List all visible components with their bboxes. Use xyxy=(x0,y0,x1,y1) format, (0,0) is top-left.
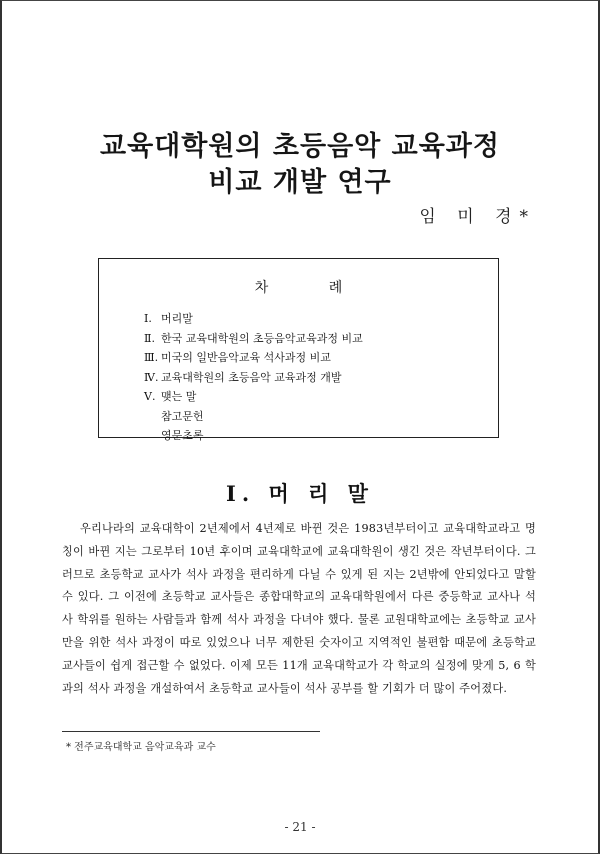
section-heading: Ⅰ. 머 리 말 xyxy=(226,481,374,506)
toc-item-number: Ⅰ. xyxy=(144,312,152,325)
toc-item xyxy=(144,329,363,349)
toc-item-label: 맺는 말 xyxy=(161,390,197,403)
paper-title-line-1: 교육대학원의 초등음악 교육과정 xyxy=(100,131,500,162)
toc-item xyxy=(144,426,363,446)
table-of-contents xyxy=(98,258,499,442)
toc-item-number: Ⅳ. xyxy=(144,370,159,384)
toc-item-label: 한국 교육대학원의 초등음악교육과정 비교 xyxy=(161,331,363,345)
toc-heading: 차 례 xyxy=(254,280,371,296)
toc-item-label: 참고문헌 xyxy=(161,409,204,423)
page-number: - 21 - xyxy=(284,820,316,834)
toc-item-label: 미국의 일반음악교육 석사과정 비교 xyxy=(161,351,331,364)
toc-list xyxy=(144,309,363,446)
toc-item-label: 머리말 xyxy=(161,312,193,325)
toc-item xyxy=(144,309,363,329)
author-name: 임 미 경* xyxy=(419,207,536,227)
toc-item xyxy=(144,387,363,407)
toc-item-number: Ⅱ. xyxy=(144,331,155,345)
toc-item xyxy=(144,348,363,368)
toc-item-number: Ⅲ. xyxy=(144,351,159,364)
toc-item xyxy=(144,407,363,427)
paper-title-line-2: 비교 개발 연구 xyxy=(208,167,392,198)
toc-item-label: 영문초록 xyxy=(161,429,204,442)
footnote: * 전주교육대학교 음악교육과 교수 xyxy=(66,742,216,753)
toc-item-label: 교육대학원의 초등음악 교육과정 개발 xyxy=(161,370,342,384)
body-paragraph: 우리나라의 교육대학이 2년제에서 4년제로 바뀐 것은 1983년부터이고 교육대학교라고 명칭이 바뀐 지는 그로부터 10년 후이며 교육대학교에 교육대학원이 생긴 것은 작년부터이다. 그러므로 초등학교 교사가 석사 과정을 편리하게 다닐 수 있게 된 지는 2년밖에 안되었다고 말할 수 있다. 그 이전에 초등학교 교사들은 종합대학교의 교육대학원에서 다른 중등학교 교사나 석사 학위를 원하는 사람들과 함께 석사 과정을 다녀야 했다. 물론 교원대학교에는 초등학교 교사만을 위한 석사 과정이 따로 있었으나 너무 제한된 숫자이고 지역적인 불편함 때문에 초등학교 교사들이 쉽게 접근할 수 없었다. 이제 모든 11개 교육대학교가 각 학교의 실정에 맞게 5, 6 학과의 석사 과정을 개설하여서 초등학교 교사들이 석사 공부를 할 기회가 더 많이 주어졌다. xyxy=(62,522,536,695)
footnote-divider xyxy=(62,731,320,732)
toc-item xyxy=(144,368,363,388)
toc-item-number: Ⅴ. xyxy=(144,390,156,403)
